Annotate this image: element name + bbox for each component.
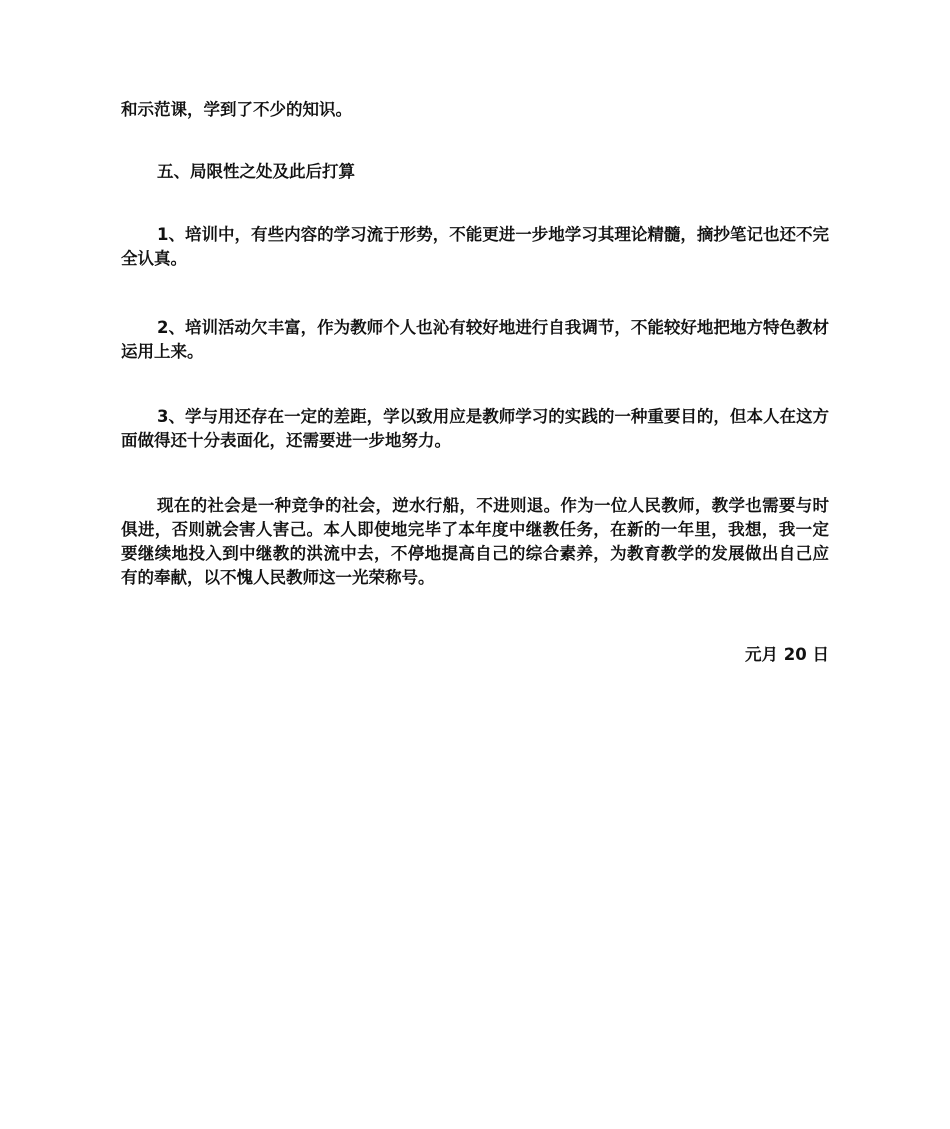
- paragraph-item-3: 3、学与用还存在一定的差距，学以致用应是教师学习的实践的一种重要目的，但本人在这方面做得还十分表面化，还需要进一步地努力。: [121, 407, 829, 450]
- document-page: [121, 0, 829, 1129]
- paragraph-continuation: 和示范课，学到了不少的知识。: [121, 100, 352, 119]
- document-date: 元月 20 日: [745, 645, 829, 664]
- paragraph-conclusion: 现在的社会是一种竞争的社会，逆水行船，不进则退。作为一位人民教师，教学也需要与时俱进，否则就会害人害己。本人即使地完毕了本年度中继教任务，在新的一年里，我想，我一定要继续地投入到中继教的洪流中去，不停地提高自己的综合素养，为教育教学的发展做出自己应有的奉献，以不愧人民教师这一光荣称号。: [121, 496, 829, 587]
- paragraph-item-1: 1、培训中，有些内容的学习流于形势，不能更进一步地学习其理论精髓，摘抄笔记也还不完全认真。: [121, 225, 829, 268]
- paragraph-item-2: 2、培训活动欠丰富，作为教师个人也沁有较好地进行自我调节，不能较好地把地方特色教材运用上来。: [121, 318, 829, 361]
- section-heading: 五、局限性之处及此后打算: [157, 162, 355, 181]
